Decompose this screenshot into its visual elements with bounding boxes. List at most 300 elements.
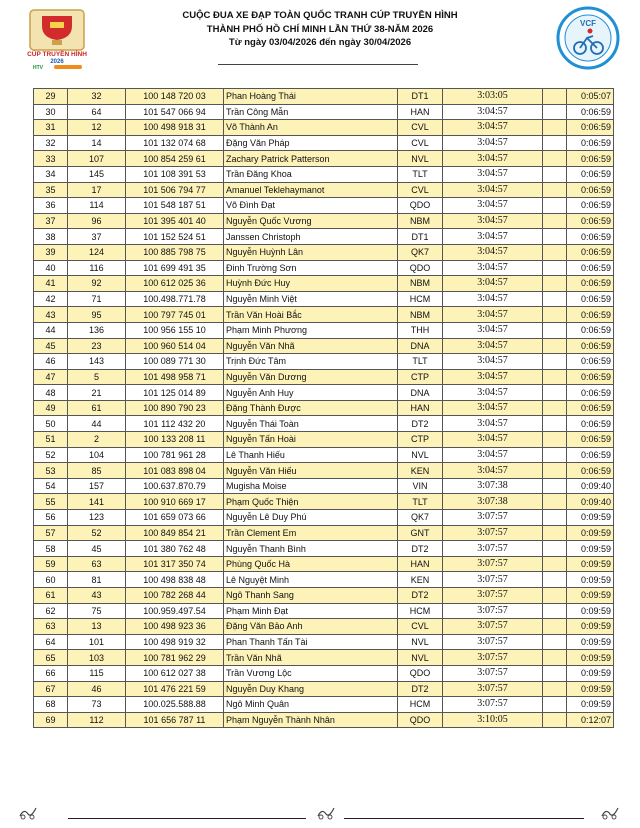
bib-cell: 75 — [68, 603, 126, 619]
results-table — [33, 88, 614, 728]
table-row — [34, 681, 614, 697]
empty-cell — [543, 369, 567, 385]
page-footer — [0, 800, 640, 828]
table-row — [34, 276, 614, 292]
bib-cell: 12 — [68, 120, 126, 136]
time-gap-cell: 0:06:59 — [567, 447, 614, 463]
table-row — [34, 494, 614, 510]
bib-cell: 114 — [68, 198, 126, 214]
finish-time-cell: 3:04:57 — [443, 213, 543, 229]
time-gap-cell: 0:06:59 — [567, 322, 614, 338]
rank-cell: 40 — [34, 260, 68, 276]
empty-cell — [543, 213, 567, 229]
rider-name-cell: Trần Clement Em — [224, 525, 398, 541]
time-gap-cell: 0:09:59 — [567, 619, 614, 635]
rank-cell: 32 — [34, 135, 68, 151]
empty-cell — [543, 650, 567, 666]
time-gap-cell: 0:09:59 — [567, 681, 614, 697]
time-gap-cell: 0:06:59 — [567, 354, 614, 370]
table-row — [34, 712, 614, 728]
rider-name-cell: Nguyễn Thanh Bình — [224, 541, 398, 557]
finish-time-cell: 3:07:57 — [443, 665, 543, 681]
empty-cell — [543, 525, 567, 541]
team-code-cell: HCM — [398, 291, 443, 307]
cyclist-signature-icon — [600, 806, 620, 820]
finish-time-cell: 3:07:57 — [443, 634, 543, 650]
cup-logo-icon — [24, 8, 90, 70]
header-divider — [218, 64, 418, 65]
time-gap-cell: 0:09:59 — [567, 525, 614, 541]
finish-time-cell: 3:04:57 — [443, 166, 543, 182]
bib-cell: 64 — [68, 104, 126, 120]
empty-cell — [543, 712, 567, 728]
time-gap-cell: 0:06:59 — [567, 385, 614, 401]
finish-time-cell: 3:03:05 — [443, 89, 543, 105]
rider-name-cell: Ngô Minh Quân — [224, 697, 398, 713]
finish-time-cell: 3:07:38 — [443, 494, 543, 510]
rider-name-cell: Phạm Nguyễn Thành Nhân — [224, 712, 398, 728]
rank-cell: 68 — [34, 697, 68, 713]
uci-id-cell: 101 125 014 89 — [126, 385, 224, 401]
table-row — [34, 120, 614, 136]
bib-cell: 95 — [68, 307, 126, 323]
rank-cell: 65 — [34, 650, 68, 666]
rank-cell: 61 — [34, 588, 68, 604]
finish-time-cell: 3:04:57 — [443, 400, 543, 416]
time-gap-cell: 0:06:59 — [567, 198, 614, 214]
rank-cell: 64 — [34, 634, 68, 650]
time-gap-cell: 0:12:07 — [567, 712, 614, 728]
empty-cell — [543, 385, 567, 401]
bib-cell: 123 — [68, 510, 126, 526]
table-row — [34, 400, 614, 416]
time-gap-cell: 0:09:59 — [567, 634, 614, 650]
finish-time-cell: 3:04:57 — [443, 104, 543, 120]
rider-name-cell: Nguyễn Duy Khang — [224, 681, 398, 697]
empty-cell — [543, 244, 567, 260]
rider-name-cell: Đặng Văn Pháp — [224, 135, 398, 151]
rank-cell: 46 — [34, 354, 68, 370]
finish-time-cell: 3:07:57 — [443, 697, 543, 713]
finish-time-cell: 3:10:05 — [443, 712, 543, 728]
finish-time-cell: 3:04:57 — [443, 432, 543, 448]
team-code-cell: VIN — [398, 478, 443, 494]
empty-cell — [543, 697, 567, 713]
table-row — [34, 89, 614, 105]
logo-text-year: 2026 — [50, 59, 64, 65]
rider-name-cell: Phạm Minh Phương — [224, 322, 398, 338]
finish-time-cell: 3:04:57 — [443, 244, 543, 260]
empty-cell — [543, 322, 567, 338]
rider-name-cell: Nguyễn Minh Việt — [224, 291, 398, 307]
uci-id-cell: 100 885 798 75 — [126, 244, 224, 260]
time-gap-cell: 0:09:59 — [567, 556, 614, 572]
time-gap-cell: 0:06:59 — [567, 369, 614, 385]
bib-cell: 104 — [68, 447, 126, 463]
rider-name-cell: Nguyễn Huỳnh Lân — [224, 244, 398, 260]
bib-cell: 5 — [68, 369, 126, 385]
page-header — [0, 0, 640, 78]
uci-id-cell: 100 498 919 32 — [126, 634, 224, 650]
team-code-cell: DT2 — [398, 681, 443, 697]
uci-id-cell: 100 781 962 29 — [126, 650, 224, 666]
time-gap-cell: 0:06:59 — [567, 400, 614, 416]
rank-cell: 52 — [34, 447, 68, 463]
table-row — [34, 385, 614, 401]
rider-name-cell: Ngô Thanh Sang — [224, 588, 398, 604]
finish-time-cell: 3:07:57 — [443, 588, 543, 604]
uci-id-cell: 100 089 771 30 — [126, 354, 224, 370]
rider-name-cell: Đặng Văn Bảo Anh — [224, 619, 398, 635]
rank-cell: 33 — [34, 151, 68, 167]
table-row — [34, 166, 614, 182]
rank-cell: 55 — [34, 494, 68, 510]
table-row — [34, 104, 614, 120]
rank-cell: 47 — [34, 369, 68, 385]
uci-id-cell: 101 476 221 59 — [126, 681, 224, 697]
time-gap-cell: 0:06:59 — [567, 120, 614, 136]
time-gap-cell: 0:09:59 — [567, 665, 614, 681]
bib-cell: 46 — [68, 681, 126, 697]
uci-id-cell: 100 960 514 04 — [126, 338, 224, 354]
time-gap-cell: 0:06:59 — [567, 104, 614, 120]
rank-cell: 31 — [34, 120, 68, 136]
team-code-cell: KEN — [398, 572, 443, 588]
finish-time-cell: 3:04:57 — [443, 369, 543, 385]
uci-id-cell: 101 659 073 66 — [126, 510, 224, 526]
bib-cell: 63 — [68, 556, 126, 572]
finish-time-cell: 3:04:57 — [443, 447, 543, 463]
rank-cell: 41 — [34, 276, 68, 292]
uci-id-cell: 100 849 854 21 — [126, 525, 224, 541]
logo-text-htv: HTV — [33, 65, 43, 70]
empty-cell — [543, 151, 567, 167]
empty-cell — [543, 463, 567, 479]
team-code-cell: QDO — [398, 260, 443, 276]
empty-cell — [543, 432, 567, 448]
rank-cell: 62 — [34, 603, 68, 619]
rank-cell: 53 — [34, 463, 68, 479]
rank-cell: 51 — [34, 432, 68, 448]
table-row — [34, 603, 614, 619]
finish-time-cell: 3:07:57 — [443, 510, 543, 526]
bib-cell: 43 — [68, 588, 126, 604]
table-row — [34, 260, 614, 276]
rank-cell: 58 — [34, 541, 68, 557]
time-gap-cell: 0:06:59 — [567, 276, 614, 292]
empty-cell — [543, 494, 567, 510]
team-code-cell: DT1 — [398, 229, 443, 245]
team-code-cell: CVL — [398, 619, 443, 635]
empty-cell — [543, 619, 567, 635]
bib-cell: 136 — [68, 322, 126, 338]
header-date-range: Từ ngày 03/04/2026 đến ngày 30/04/2026 — [228, 37, 412, 48]
finish-time-cell: 3:04:57 — [443, 354, 543, 370]
uci-id-cell: 100 854 259 61 — [126, 151, 224, 167]
bib-cell: 145 — [68, 166, 126, 182]
vcf-logo-text: VCF — [580, 19, 596, 28]
team-code-cell: QDO — [398, 712, 443, 728]
table-row — [34, 244, 614, 260]
team-code-cell: HAN — [398, 104, 443, 120]
table-row — [34, 634, 614, 650]
table-row — [34, 447, 614, 463]
time-gap-cell: 0:06:59 — [567, 307, 614, 323]
time-gap-cell: 0:09:40 — [567, 478, 614, 494]
rank-cell: 59 — [34, 556, 68, 572]
rider-name-cell: Nguyễn Văn Dương — [224, 369, 398, 385]
finish-time-cell: 3:07:57 — [443, 572, 543, 588]
table-row — [34, 182, 614, 198]
finish-time-cell: 3:04:57 — [443, 120, 543, 136]
team-code-cell: DT2 — [398, 416, 443, 432]
team-code-cell: CTP — [398, 432, 443, 448]
empty-cell — [543, 603, 567, 619]
time-gap-cell: 0:06:59 — [567, 151, 614, 167]
rank-cell: 60 — [34, 572, 68, 588]
uci-id-cell: 101 083 898 04 — [126, 463, 224, 479]
empty-cell — [543, 307, 567, 323]
header-title-line2: THÀNH PHỐ HỒ CHÍ MINH LẦN THỨ 38-NĂM 2026 — [206, 23, 434, 35]
team-code-cell: HAN — [398, 400, 443, 416]
time-gap-cell: 0:06:59 — [567, 432, 614, 448]
empty-cell — [543, 681, 567, 697]
rider-name-cell: Nguyễn Văn Hiếu — [224, 463, 398, 479]
header-title-line1: CUỘC ĐUA XE ĐẠP TOÀN QUỐC TRANH CÚP TRUYỀN HÌNH — [182, 10, 458, 21]
uci-id-cell: 100.637.870.79 — [126, 478, 224, 494]
bib-cell: 157 — [68, 478, 126, 494]
uci-id-cell: 100 498 838 48 — [126, 572, 224, 588]
finish-time-cell: 3:04:57 — [443, 151, 543, 167]
time-gap-cell: 0:09:59 — [567, 650, 614, 666]
empty-cell — [543, 104, 567, 120]
rider-name-cell: Trần Đăng Khoa — [224, 166, 398, 182]
empty-cell — [543, 276, 567, 292]
empty-cell — [543, 665, 567, 681]
rider-name-cell: Nguyễn Văn Nhã — [224, 338, 398, 354]
team-code-cell: NBM — [398, 276, 443, 292]
rider-name-cell: Đinh Trường Sơn — [224, 260, 398, 276]
uci-id-cell: 100.959.497.54 — [126, 603, 224, 619]
uci-id-cell: 100 498 918 31 — [126, 120, 224, 136]
uci-id-cell: 100 782 268 44 — [126, 588, 224, 604]
table-row — [34, 354, 614, 370]
empty-cell — [543, 416, 567, 432]
rider-name-cell: Phan Thanh Tấn Tài — [224, 634, 398, 650]
bib-cell: 112 — [68, 712, 126, 728]
finish-time-cell: 3:04:57 — [443, 182, 543, 198]
team-code-cell: KEN — [398, 463, 443, 479]
time-gap-cell: 0:06:59 — [567, 291, 614, 307]
rider-name-cell: Trịnh Đức Tâm — [224, 354, 398, 370]
rank-cell: 45 — [34, 338, 68, 354]
empty-cell — [543, 588, 567, 604]
signature-line-left — [68, 818, 306, 819]
team-code-cell: NVL — [398, 650, 443, 666]
time-gap-cell: 0:09:59 — [567, 541, 614, 557]
results-table-body — [34, 89, 614, 728]
time-gap-cell: 0:06:59 — [567, 260, 614, 276]
empty-cell — [543, 447, 567, 463]
table-row — [34, 510, 614, 526]
cyclist-signature-icon — [316, 806, 336, 820]
rider-name-cell: Phạm Quốc Thiện — [224, 494, 398, 510]
table-row — [34, 619, 614, 635]
team-code-cell: TLT — [398, 494, 443, 510]
table-row — [34, 416, 614, 432]
finish-time-cell: 3:04:57 — [443, 338, 543, 354]
bib-cell: 85 — [68, 463, 126, 479]
uci-id-cell: 100 148 720 03 — [126, 89, 224, 105]
rider-name-cell: Phạm Minh Đạt — [224, 603, 398, 619]
rank-cell: 48 — [34, 385, 68, 401]
empty-cell — [543, 229, 567, 245]
bib-cell: 143 — [68, 354, 126, 370]
team-code-cell: CTP — [398, 369, 443, 385]
time-gap-cell: 0:06:59 — [567, 229, 614, 245]
rank-cell: 67 — [34, 681, 68, 697]
bib-cell: 92 — [68, 276, 126, 292]
rank-cell: 29 — [34, 89, 68, 105]
rider-name-cell: Nguyễn Tấn Hoài — [224, 432, 398, 448]
rider-name-cell: Phùng Quốc Hà — [224, 556, 398, 572]
bib-cell: 21 — [68, 385, 126, 401]
table-row — [34, 588, 614, 604]
rider-name-cell: Nguyễn Lê Duy Phú — [224, 510, 398, 526]
time-gap-cell: 0:05:07 — [567, 89, 614, 105]
team-code-cell: CVL — [398, 135, 443, 151]
rank-cell: 37 — [34, 213, 68, 229]
finish-time-cell: 3:04:57 — [443, 260, 543, 276]
finish-time-cell: 3:07:57 — [443, 650, 543, 666]
time-gap-cell: 0:06:59 — [567, 463, 614, 479]
table-row — [34, 135, 614, 151]
table-row — [34, 338, 614, 354]
finish-time-cell: 3:04:57 — [443, 322, 543, 338]
bib-cell: 81 — [68, 572, 126, 588]
team-code-cell: HCM — [398, 697, 443, 713]
table-row — [34, 478, 614, 494]
rank-cell: 39 — [34, 244, 68, 260]
uci-id-cell: 101 112 432 20 — [126, 416, 224, 432]
cyclist-signature-icon — [18, 806, 38, 820]
team-code-cell: DT2 — [398, 588, 443, 604]
rank-cell: 69 — [34, 712, 68, 728]
team-code-cell: QK7 — [398, 510, 443, 526]
team-code-cell: DT2 — [398, 541, 443, 557]
bib-cell: 61 — [68, 400, 126, 416]
finish-time-cell: 3:04:57 — [443, 291, 543, 307]
finish-time-cell: 3:04:57 — [443, 463, 543, 479]
uci-id-cell: 101 380 762 48 — [126, 541, 224, 557]
finish-time-cell: 3:07:57 — [443, 619, 543, 635]
rank-cell: 34 — [34, 166, 68, 182]
rider-name-cell: Trần Văn Nhã — [224, 650, 398, 666]
bib-cell: 14 — [68, 135, 126, 151]
finish-time-cell: 3:04:57 — [443, 229, 543, 245]
finish-time-cell: 3:04:57 — [443, 276, 543, 292]
table-row — [34, 572, 614, 588]
empty-cell — [543, 556, 567, 572]
rider-name-cell: Trần Văn Hoài Bắc — [224, 307, 398, 323]
time-gap-cell: 0:06:59 — [567, 135, 614, 151]
uci-id-cell: 100 498 923 36 — [126, 619, 224, 635]
uci-id-cell: 101 132 074 68 — [126, 135, 224, 151]
finish-time-cell: 3:07:57 — [443, 541, 543, 557]
table-row — [34, 556, 614, 572]
team-code-cell: DNA — [398, 385, 443, 401]
rank-cell: 42 — [34, 291, 68, 307]
rank-cell: 36 — [34, 198, 68, 214]
finish-time-cell: 3:04:57 — [443, 307, 543, 323]
bib-cell: 17 — [68, 182, 126, 198]
rank-cell: 54 — [34, 478, 68, 494]
empty-cell — [543, 400, 567, 416]
bib-cell: 2 — [68, 432, 126, 448]
bib-cell: 45 — [68, 541, 126, 557]
rank-cell: 63 — [34, 619, 68, 635]
time-gap-cell: 0:06:59 — [567, 182, 614, 198]
empty-cell — [543, 354, 567, 370]
rider-name-cell: Huỳnh Đức Huy — [224, 276, 398, 292]
bib-cell: 44 — [68, 416, 126, 432]
table-row — [34, 229, 614, 245]
uci-id-cell: 101 656 787 11 — [126, 712, 224, 728]
team-code-cell: NVL — [398, 447, 443, 463]
team-code-cell: QDO — [398, 665, 443, 681]
uci-id-cell: 100.025.588.88 — [126, 697, 224, 713]
table-row — [34, 463, 614, 479]
empty-cell — [543, 510, 567, 526]
rider-name-cell: Amanuel Teklehaymanot — [224, 182, 398, 198]
time-gap-cell: 0:09:59 — [567, 603, 614, 619]
rider-name-cell: Trần Công Mẫn — [224, 104, 398, 120]
table-row — [34, 665, 614, 681]
table-row — [34, 307, 614, 323]
finish-time-cell: 3:07:57 — [443, 681, 543, 697]
uci-id-cell: 101 152 524 51 — [126, 229, 224, 245]
rank-cell: 38 — [34, 229, 68, 245]
uci-id-cell: 101 547 066 94 — [126, 104, 224, 120]
table-row — [34, 369, 614, 385]
team-code-cell: CVL — [398, 182, 443, 198]
bib-cell: 101 — [68, 634, 126, 650]
rider-name-cell: Phan Hoàng Thái — [224, 89, 398, 105]
table-row — [34, 525, 614, 541]
time-gap-cell: 0:09:59 — [567, 510, 614, 526]
uci-id-cell: 101 699 491 35 — [126, 260, 224, 276]
finish-time-cell: 3:07:57 — [443, 525, 543, 541]
team-code-cell: HCM — [398, 603, 443, 619]
empty-cell — [543, 166, 567, 182]
time-gap-cell: 0:06:59 — [567, 416, 614, 432]
table-row — [34, 213, 614, 229]
uci-id-cell: 100.498.771.78 — [126, 291, 224, 307]
table-row — [34, 541, 614, 557]
rank-cell: 44 — [34, 322, 68, 338]
table-row — [34, 697, 614, 713]
table-row — [34, 198, 614, 214]
finish-time-cell: 3:04:57 — [443, 385, 543, 401]
team-code-cell: NBM — [398, 307, 443, 323]
bib-cell: 73 — [68, 697, 126, 713]
uci-id-cell: 100 797 745 01 — [126, 307, 224, 323]
rank-cell: 57 — [34, 525, 68, 541]
bib-cell: 37 — [68, 229, 126, 245]
rank-cell: 49 — [34, 400, 68, 416]
uci-id-cell: 101 498 958 71 — [126, 369, 224, 385]
finish-time-cell: 3:07:57 — [443, 603, 543, 619]
